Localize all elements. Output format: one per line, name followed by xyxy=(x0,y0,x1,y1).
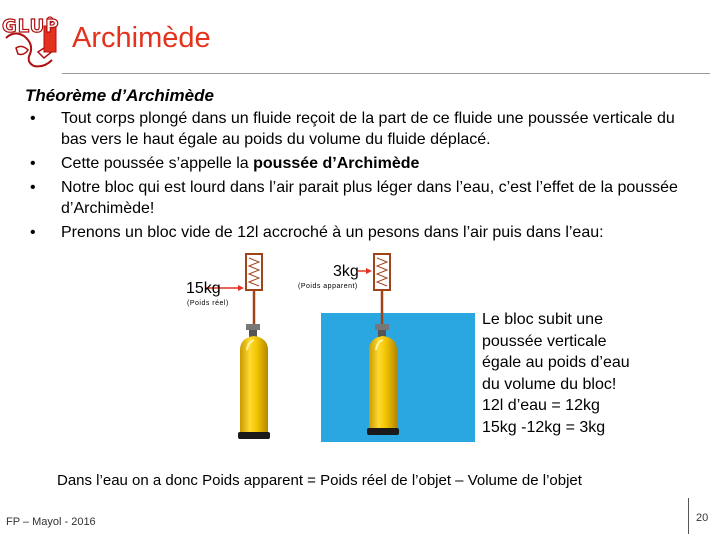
spring-scale-right-icon xyxy=(374,254,390,332)
apparent-weight-caption: (Poids apparent) xyxy=(298,283,358,290)
bullet-marker: • xyxy=(30,110,36,127)
arrow-right-icon xyxy=(358,268,372,274)
section-heading: Théorème d’Archimède xyxy=(25,86,214,105)
spring-scale-left-icon xyxy=(246,254,262,332)
bullet-marker: • xyxy=(30,155,36,172)
apparent-weight-value: 3kg xyxy=(333,263,359,280)
page-number: 20 xyxy=(696,512,709,524)
diving-cylinder-right-icon xyxy=(367,324,399,435)
explanation-line: Le bloc subit une xyxy=(482,311,603,328)
bullet-text: Tout corps plongé dans un fluide reçoit de la part de ce fluide une poussée verticale du bas vers le haut égale au poids du volume du fluide déplacé. xyxy=(61,110,675,148)
diving-cylinder-left-icon xyxy=(238,324,270,439)
bullet-text-plain: Cette poussée s’appelle la xyxy=(61,155,254,172)
real-weight-value: 15kg xyxy=(186,280,221,297)
explanation-text xyxy=(482,309,682,438)
footer-divider xyxy=(688,498,689,534)
formula-text: Dans l’eau on a donc Poids apparent = Poids réel de l’objet – Volume de l’objet xyxy=(57,472,582,489)
explanation-line: 12l d’eau = 12kg xyxy=(482,397,600,414)
real-weight-caption: (Poids réel) xyxy=(187,300,229,307)
explanation-line: 15kg -12kg = 3kg xyxy=(482,418,606,436)
footer-author: FP – Mayol - 2016 xyxy=(6,516,96,528)
logo-text: GLUP xyxy=(2,16,60,37)
explanation-line: poussée verticale xyxy=(482,332,607,350)
bullet-text: Notre bloc qui est lourd dans l’air parait plus léger dans l’eau, c’est l’effet de la poussée d’Archimède! xyxy=(61,179,678,217)
explanation-line: du volume du bloc! xyxy=(482,375,617,393)
bullet-marker: • xyxy=(30,224,36,241)
bullet-marker: • xyxy=(30,179,36,196)
explanation-line: égale au poids d’eau xyxy=(482,354,630,371)
page-title: Archimède xyxy=(72,22,211,54)
bullet-text-bold: poussée d’Archimède xyxy=(253,155,420,172)
bullet-text: Prenons un bloc vide de 12l accroché à un pesons dans l’air puis dans l’eau: xyxy=(61,224,604,241)
